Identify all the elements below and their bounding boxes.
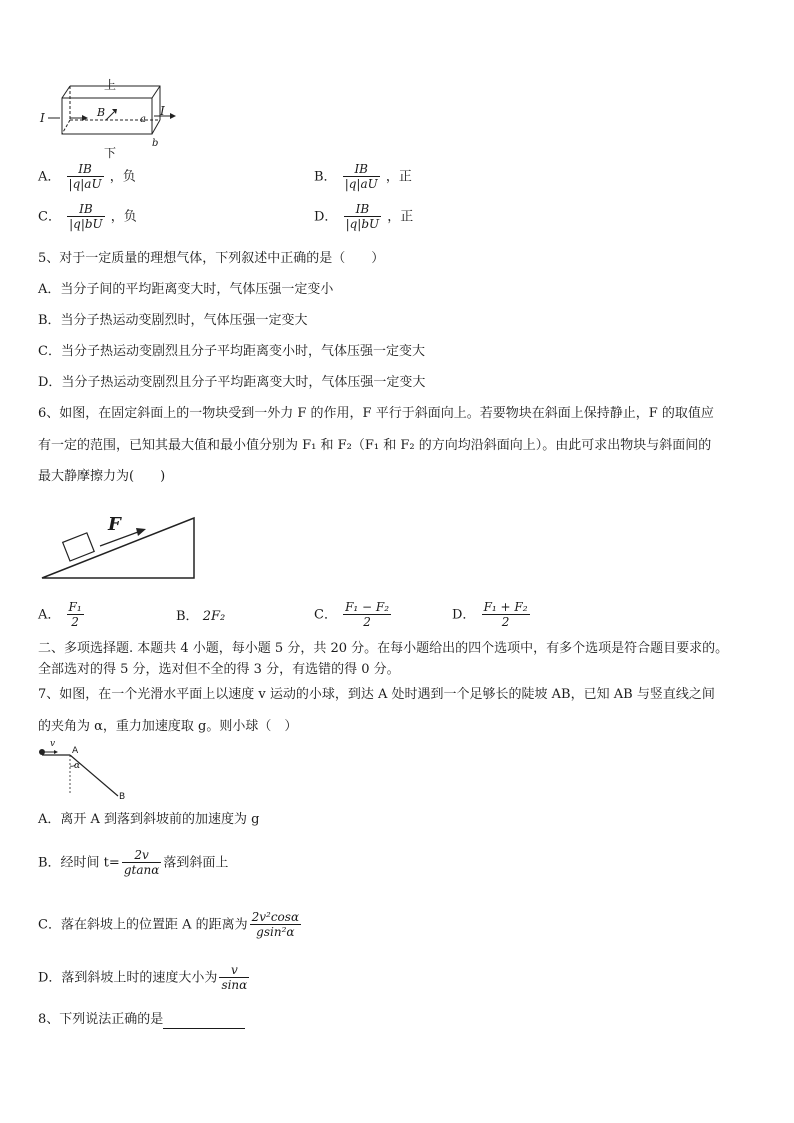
q4-bottom-label: 下 bbox=[104, 146, 117, 160]
q4-option-b: B． $\frac{IB}{|q|aU}$ ，正 bbox=[314, 162, 412, 191]
q7-option-b: B．经时间 t= $\frac{2v}{gtan\alpha}$ 落到斜面上 bbox=[38, 848, 229, 877]
q8-answer-blank bbox=[163, 1014, 245, 1029]
q4-current-left-label: I bbox=[40, 111, 45, 125]
q6-option-a: A． $\frac{\text{F₁}}{2}$ bbox=[38, 600, 82, 629]
q7-option-c: C．落在斜坡上的位置距 A 的距离为 $\frac{\text{2v²cosα}}{\text{gsin²α}}$ bbox=[38, 910, 300, 939]
q4-option-c: C． $\frac{IB}{|q|bU}$ ，负 bbox=[38, 202, 137, 231]
q7-stem-line-2: 的夹角为 α，重力加速度取 g。则小球（ ） bbox=[38, 719, 298, 734]
q6-option-b: B． 2F₂ bbox=[176, 609, 226, 624]
q4-current-right-label: I bbox=[160, 104, 165, 118]
q4-edge-a-label: a bbox=[140, 114, 146, 125]
q6-stem-line-3: 最大静摩擦力为( ) bbox=[38, 469, 166, 484]
section2-heading-line-1: 二、多项选择题. 本题共 4 小题，每小题 5 分，共 20 分。在每小题给出的四个选项中，有多个选项是符合题目要求的。 bbox=[38, 641, 729, 656]
q6-force-label: F bbox=[108, 514, 121, 535]
q6-stem-line-2: 有一定的范围，已知其最大值和最小值分别为 F₁ 和 F₂（F₁ 和 F₂ 的方向均沿斜面向上）。由此可求出物块与斜面间的 bbox=[38, 438, 712, 453]
q4-field-label: B bbox=[97, 106, 106, 119]
q7-option-a: A．离开 A 到落到斜坡前的加速度为 g bbox=[38, 812, 260, 827]
q4-edge-b-label: b bbox=[152, 138, 159, 149]
q7-option-d: D．落到斜坡上时的速度大小为 $\frac{v}{\sin\alpha}$ bbox=[38, 963, 248, 992]
section2-heading-line-2: 全部选对的得 5 分，选对但不全的得 3 分，有选错的得 0 分。 bbox=[38, 662, 400, 677]
q7-point-b-label: B bbox=[119, 792, 126, 802]
q5-stem: 5、对于一定质量的理想气体，下列叙述中正确的是（ ） bbox=[38, 251, 385, 266]
q6-option-c: C． $\frac{\text{F₁ − F₂}}{2}$ bbox=[314, 600, 390, 629]
q5-option-b: B．当分子热运动变剧烈时，气体压强一定变大 bbox=[38, 313, 308, 328]
q7-point-a-label: A bbox=[72, 746, 79, 756]
q4-option-a: A． $\frac{IB}{|q|aU}$ ，负 bbox=[38, 162, 136, 191]
q5-option-c: C．当分子热运动变剧烈且分子平均距离变小时，气体压强一定变大 bbox=[38, 344, 425, 359]
q8-stem: 8、下列说法正确的是 bbox=[38, 1011, 245, 1029]
q6-stem-line-1: 6、如图，在固定斜面上的一物块受到一外力 F 的作用，F 平行于斜面向上。若要物块在斜面上保持静止，F 的取值应 bbox=[38, 406, 714, 421]
q5-option-a: A．当分子间的平均距离变大时，气体压强一定变小 bbox=[38, 282, 334, 297]
q7-alpha-label: α bbox=[74, 761, 81, 771]
q7-stem-line-1: 7、如图，在一个光滑水平面上以速度 v 运动的小球，到达 A 处时遇到一个足够长的陡坡 AB，已知 AB 与竖直线之间 bbox=[38, 687, 715, 702]
q7-velocity-label: v bbox=[50, 739, 56, 749]
q5-option-d: D．当分子热运动变剧烈且分子平均距离变大时，气体压强一定变大 bbox=[38, 375, 426, 390]
q4-top-label: 上 bbox=[104, 78, 117, 92]
q6-option-d: D． $\frac{\text{F₁ + F₂}}{2}$ bbox=[452, 600, 528, 629]
q4-option-d: D． $\frac{IB}{|q|bU}$ ，正 bbox=[314, 202, 414, 231]
